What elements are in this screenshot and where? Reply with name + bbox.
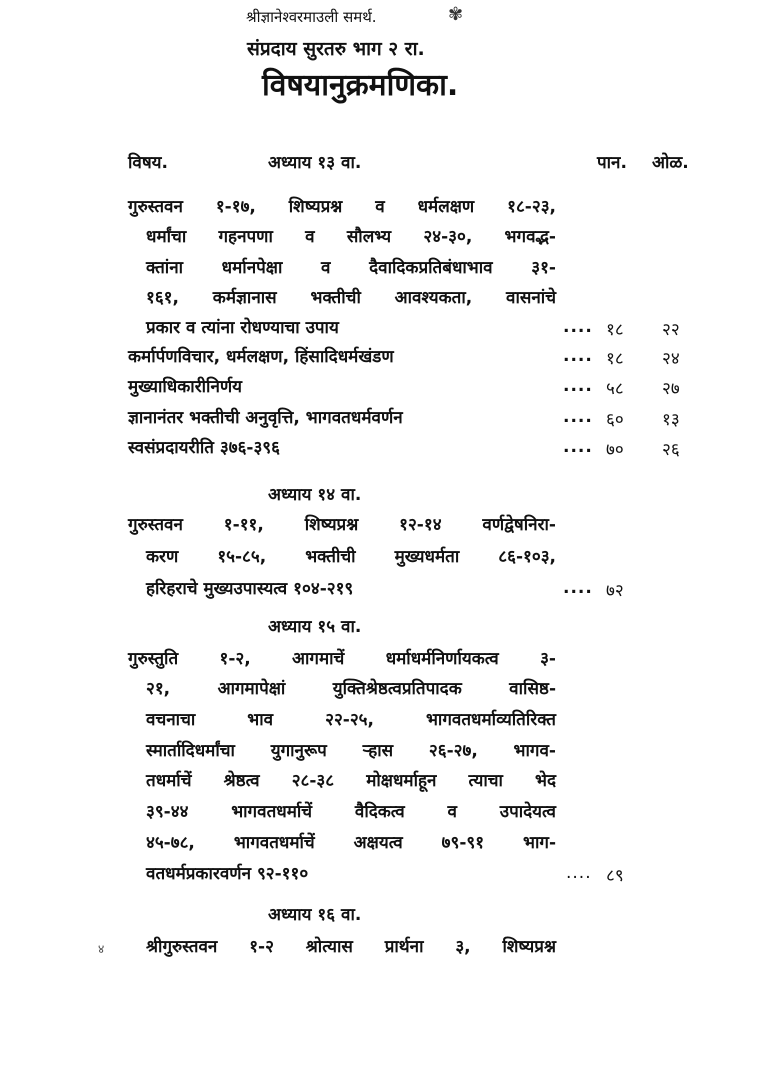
toc-line: श्रीगुरुस्तवन १-२ श्रोत्यास प्रार्थना ३, शिष्यप्रश्न [146,937,556,957]
flourish-ornament: ✾ [448,4,464,25]
book-title: संप्रदाय सुरतरु भाग २ रा. [247,38,425,60]
toc-line: स्मार्तादिधर्मांचा युगानुरूप ऱ्हास २६-२७, भागव- [146,741,556,761]
leader-dots: .... [563,578,593,598]
leader-dots: .... [563,407,593,427]
leader-dots: .... [563,376,593,396]
toc-line: मुख्याधिकारीनिर्णय [128,377,243,397]
line-number: २७ [662,379,680,399]
toc-line: १६१, कर्मज्ञानास भक्तीची आवश्यकता, वासनांचे [146,288,556,308]
leader-dots: .... [563,437,593,457]
page-number: ५८ [606,379,624,399]
toc-line: कर्मार्पणविचार, धर्मलक्षण, हिंसादिधर्मखंडण [128,347,394,367]
toc-line: धर्मांचा गहनपणा व सौलभ्य २४-३०, भगवद्भ- [146,227,556,247]
page-number: ८९ [606,866,624,886]
toc-line: गुरुस्तुति १-२, आगमाचें धर्माधर्मनिर्णायकत्व ३- [128,649,556,669]
chapter-13-heading: अध्याय १३ वा. [268,153,362,173]
line-number: १३ [662,410,680,430]
line-number: २४ [662,349,680,369]
page-title: विषयानुक्रमणिका. [262,68,459,103]
invocation: श्रीज्ञानेश्वरमाउली समर्थ. [246,8,377,26]
leader-dots: .... [566,863,592,883]
toc-line: ३९-४४ भागवतधर्माचें वैदिकत्व व उपादेयत्व [146,802,556,822]
column-page: पान. [597,153,627,173]
column-line: ओळ. [652,153,689,173]
toc-line: वतधर्मप्रकारवर्णन ९२-११० [146,864,309,884]
page-number: १८ [606,349,624,369]
leader-dots: .... [563,317,593,337]
page-number: १८ [606,320,624,340]
toc-line: स्वसंप्रदायरीति ३७६-३९६ [128,438,280,458]
toc-line: गुरुस्तवन १-११, शिष्यप्रश्न १२-१४ वर्णद्वेषनिरा- [128,515,556,535]
toc-line: वचनाचा भाव २२-२५, भागवतधर्माव्यतिरिक्त [146,710,556,730]
chapter-16-heading: अध्याय १६ वा. [268,905,362,925]
page-number: ६० [606,410,624,430]
margin-mark: ४ [98,942,105,956]
toc-line: प्रकार व त्यांना रोधण्याचा उपाय [146,318,339,338]
toc-line: २१, आगमापेक्षां युक्तिश्रेष्ठत्वप्रतिपादक वासिष्ठ- [146,679,556,699]
toc-line: ४५-७८, भागवतधर्माचें अक्षयत्व ७९-९१ भाग- [146,833,556,853]
toc-line: हरिहराचे मुख्यउपास्यत्व १०४-२१९ [146,579,354,599]
line-number: २२ [662,320,680,340]
chapter-14-heading: अध्याय १४ वा. [268,485,362,505]
page-number: ७२ [606,581,624,601]
column-subject: विषय. [128,153,168,173]
leader-dots: .... [563,346,593,366]
chapter-15-heading: अध्याय १५ वा. [268,617,362,637]
toc-line: गुरुस्तवन १-१७, शिष्यप्रश्न व धर्मलक्षण १८-२३, [128,197,556,217]
toc-line: ज्ञानानंतर भक्तीची अनुवृत्ति, भागवतधर्मवर्णन [128,408,403,428]
toc-line: क्तांना धर्मानपेक्षा व दैवादिकप्रतिबंधाभाव ३१- [146,258,556,278]
page-number: ७० [606,440,624,460]
toc-line: करण १५-८५, भक्तीची मुख्यधर्मता ८६-१०३, [146,547,556,567]
toc-line: तधर्माचें श्रेष्ठत्व २८-३८ मोक्षधर्माहून त्याचा भेद [146,771,556,791]
line-number: २६ [662,440,680,460]
